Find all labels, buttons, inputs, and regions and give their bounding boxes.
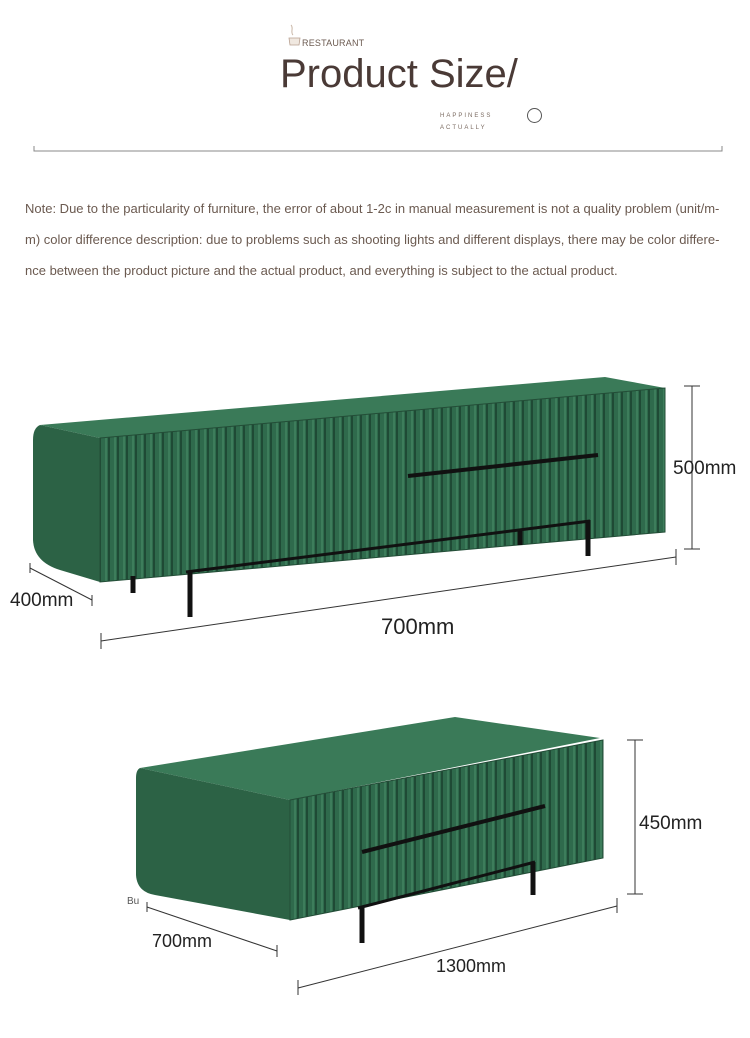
product-2-height-label: 450mm [639, 813, 703, 834]
tagline-line-1: HAPPINESS [440, 113, 493, 119]
page-title: Product Size/ [280, 52, 518, 96]
note-line-3: nce between the product picture and the actual product, and everything is subject to the actual product. [25, 263, 618, 278]
product-2-depth-label: 700mm [152, 931, 213, 951]
note-line-2: m) color difference description: due to problems such as shooting lights and different displays, there may be color differe- [25, 232, 720, 247]
product-1-depth-label: 400mm [10, 590, 74, 611]
product-1-height-label: 500mm [673, 458, 737, 479]
product-1-width-label: 700mm [381, 614, 455, 639]
product-2-width-label: 1300mm [436, 956, 507, 976]
product-2-small-label: Bu [127, 896, 140, 907]
brand-name: RESTAURANT [302, 38, 365, 48]
tagline-line-2: ACTUALLY [440, 125, 487, 131]
note-line-1: Note: Due to the particularity of furniture, the error of about 1-2c in manual measurement is not a quality problem (unit/m- [25, 201, 720, 216]
